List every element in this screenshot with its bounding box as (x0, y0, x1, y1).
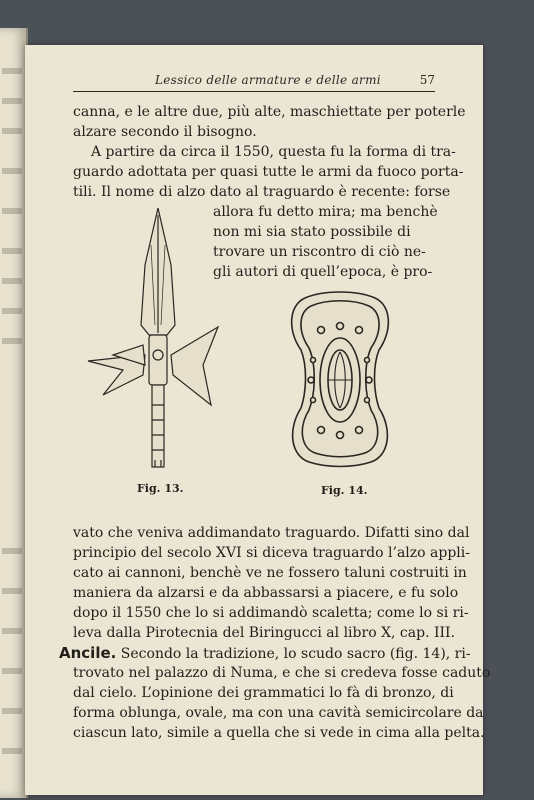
running-header (73, 69, 435, 92)
text-line: dal cielo. L’opinione dei grammatici lo fà di bronzo, di (73, 685, 454, 701)
text-line: trovato nel palazzo di Numa, e che si credeva fosse caduto (73, 665, 491, 681)
text-line: dopo il 1550 che lo si addimandò scaletta; come lo si ri- (73, 605, 469, 621)
text-line: maniera da alzarsi e da abbassarsi a piacere, e fu solo (73, 585, 459, 601)
halberd-spear-icon (83, 205, 223, 475)
text-line: vato che veniva addimandato traguardo. Difatti sino dal (73, 525, 470, 541)
entry-text: Secondo la tradizione, lo scudo sacro (fig. 14), ri- (116, 646, 471, 662)
text-line: gli autori di quell’epoca, è pro- (213, 264, 433, 280)
text-line: A partire da circa il 1550, questa fu la forma di tra- (91, 144, 456, 160)
text-line: cato ai cannoni, benchè ve ne fossero taluni costruiti in (73, 565, 467, 581)
text-line: forma oblunga, ovale, ma con una cavità semicircolare da (73, 705, 484, 721)
book-page (25, 45, 491, 795)
text-line: guardo adottata per quasi tutte le armi da fuoco porta- (73, 164, 464, 180)
ancile-shield-icon (283, 290, 397, 470)
text-line: principio del secolo XVI si diceva traguardo l’alzo appli- (73, 545, 470, 561)
figure-caption: Fig. 14. (321, 484, 368, 497)
dictionary-entry-first-line (59, 644, 471, 663)
page-number: 57 (419, 73, 435, 87)
entry-headword: Ancile. (59, 644, 117, 662)
text-line: ciascun lato, simile a quella che si vede in cima alla pelta. (73, 725, 485, 741)
left-page-edge (0, 28, 28, 798)
text-line: alzare secondo il bisogno. (73, 124, 257, 140)
text-line: allora fu detto mira; ma benchè (213, 204, 438, 220)
text-line: leva dalla Pirotecnia del Biringucci al libro X, cap. III. (73, 625, 456, 641)
running-title: Lessico delle armature e delle armi (155, 73, 381, 87)
text-line: canna, e le altre due, più alte, maschiettate per poterle (73, 104, 466, 120)
text-line: non mi sia stato possibile di (213, 224, 411, 240)
text-line: trovare un riscontro di ciò ne- (213, 244, 426, 260)
figure-caption: Fig. 13. (137, 482, 184, 495)
text-line: tili. Il nome di alzo dato al traguardo è recente: forse (73, 184, 451, 200)
